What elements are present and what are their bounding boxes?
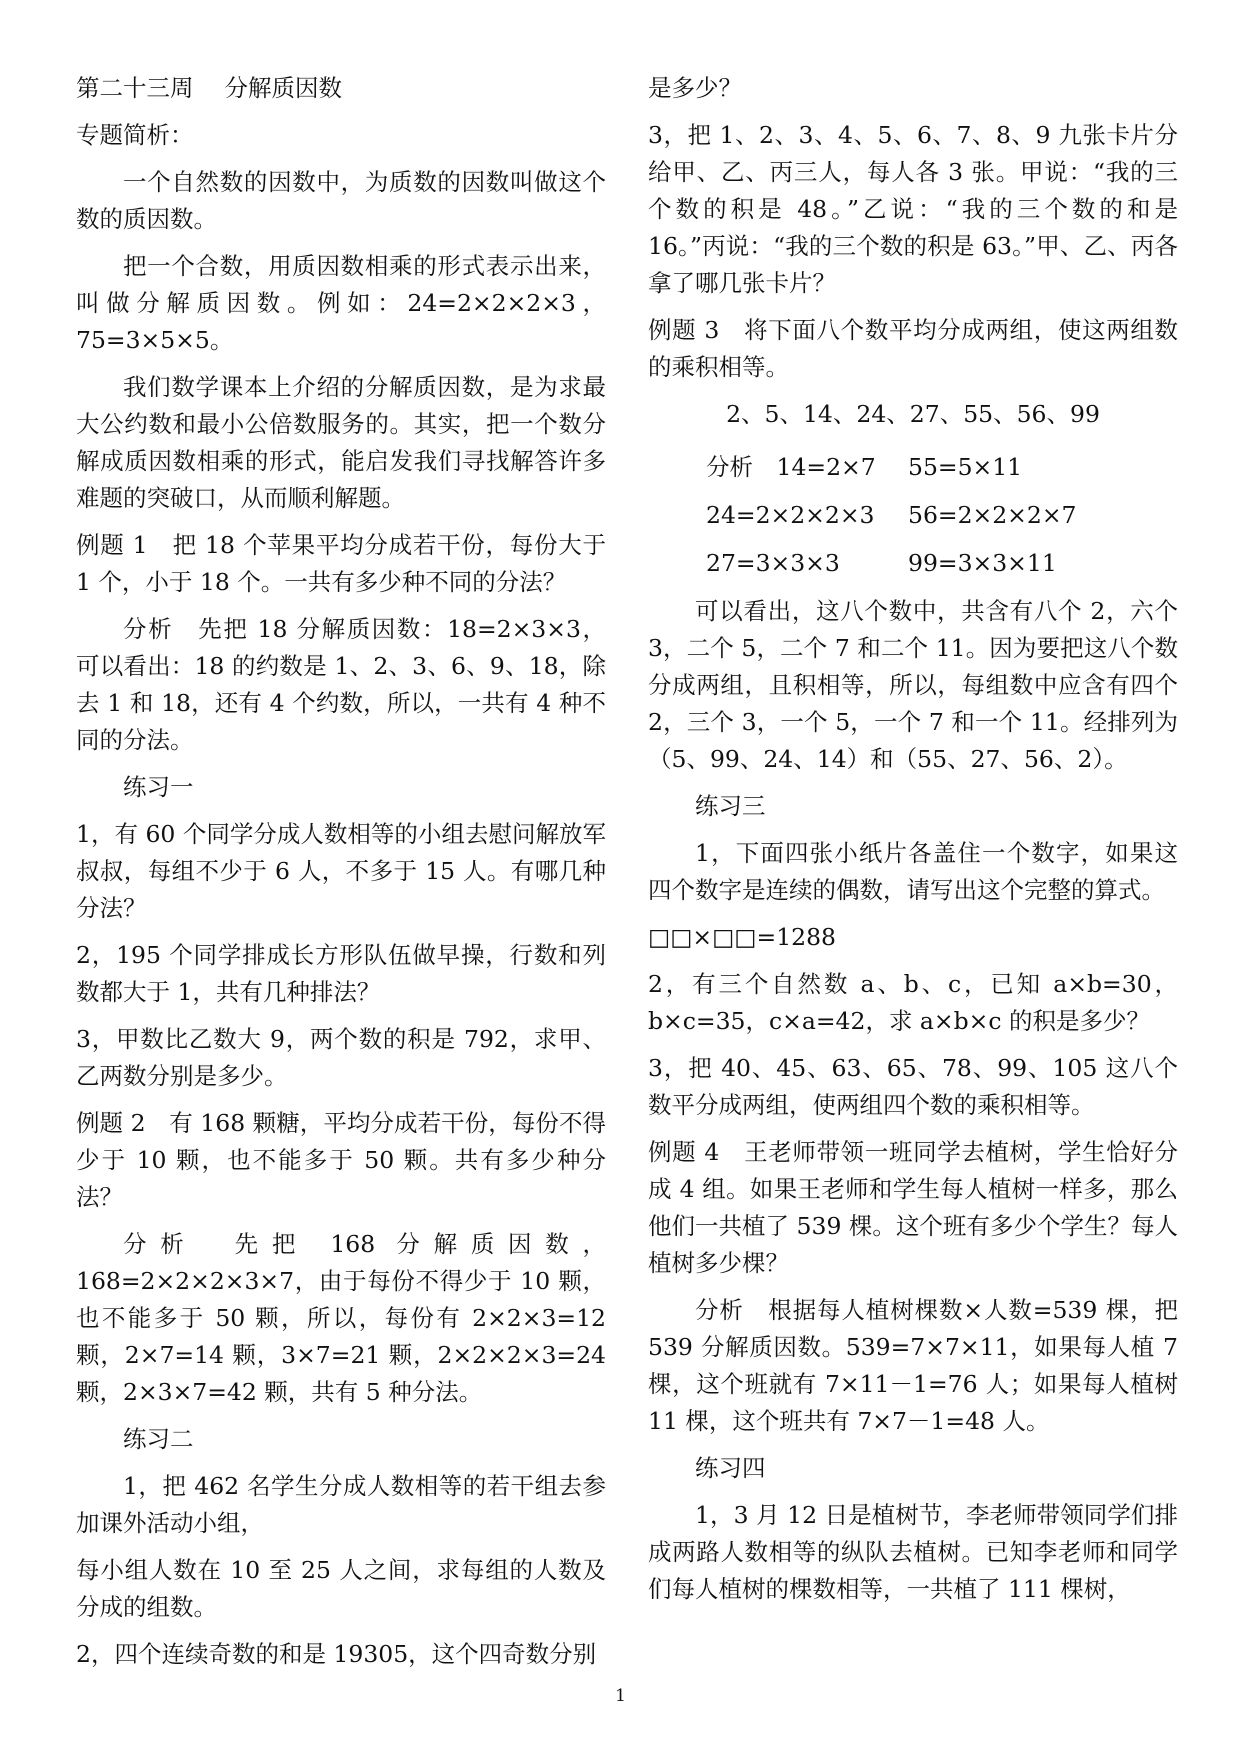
factor-cell: 分析 14=2×7 <box>706 453 876 481</box>
example-1-analysis: 分析 先把 18 分解质因数：18=2×3×3，可以看出：18 的约数是 1、2、3、6、9、18，除去 1 和 18，还有 4 个约数，所以，一共有 4 种不同的分法。 <box>76 615 606 754</box>
practice-2-item-1a: 1，把 462 名学生分成人数相等的若干组去参加课外活动小组， <box>76 1472 606 1537</box>
practice-2-item-2: 2，四个连续奇数的和是 19305，这个四奇数分别 <box>76 1640 597 1668</box>
factor-cell: 55=5×11 <box>908 453 1023 481</box>
page-title: 第二十三周 分解质因数 <box>76 74 342 102</box>
practice-2-title: 练习二 <box>123 1425 194 1453</box>
continued-text: 是多少？ <box>648 74 742 102</box>
intro-paragraph-1: 一个自然数的因数中，为质数的因数叫做这个数的质因数。 <box>76 168 606 233</box>
practice-1-item-3: 3，甲数比乙数大 9，两个数的积是 792，求甲、乙两数分别是多少。 <box>76 1025 606 1090</box>
example-4-analysis: 分析 根据每人植树棵数×人数=539 棵，把 539 分解质因数。539=7×7×11，如果每人植 7 棵，这个班就有 7×11－1=76 人；如果每人植树 11 棵，这个班共有 7×7－1=48 人。 <box>648 1296 1178 1435</box>
example-3-factor-grid <box>648 443 1178 587</box>
example-3-numbers: 2、5、14、24、27、55、56、99 <box>726 400 1100 428</box>
example-3-conclusion: 可以看出，这八个数中，共含有八个 2，六个 3，二个 5，二个 7 和二个 11。因为要把这八个数分成两组，且积相等，所以，每组数中应含有四个 2，三个 3，一个 5，一个 7 和一个 11。经排列为（5、99、24、14）和（55、27、56、2）。 <box>648 597 1178 773</box>
example-4: 例题 4 王老师带领一班同学去植树，学生恰好分成 4 组。如果王老师和学生每人植树一样多，那么他们一共植了 539 棵。这个班有多少个学生？每人植树多少棵？ <box>648 1138 1178 1277</box>
practice-2-item-3: 3，把 1、2、3、4、5、6、7、8、9 九张卡片分给甲、乙、丙三人，每人各 3 张。甲说：“我的三个数的积是 48。”乙说：“我的三个数的和是 16。”丙说：“我的三个数的积是 63。”甲、乙、丙各拿了哪几张卡片？ <box>648 121 1178 297</box>
factor-cell: 56=2×2×2×7 <box>908 501 1077 529</box>
example-1: 例题 1 把 18 个苹果平均分成若干份，每份大于 1 个，小于 18 个。一共有多少种不同的分法？ <box>76 531 606 596</box>
practice-1-item-2: 2，195 个同学排成长方形队伍做早操，行数和列数都大于 1，共有几种排法？ <box>76 941 606 1006</box>
page-number: 1 <box>615 1686 626 1706</box>
example-2: 例题 2 有 168 颗糖，平均分成若干份，每份不得少于 10 颗，也不能多于 50 颗。共有多少种分法？ <box>76 1109 606 1211</box>
intro-label: 专题简析： <box>76 121 194 149</box>
factor-cell: 99=3×3×11 <box>908 549 1057 577</box>
example-2-analysis: 分析 先把 168 分解质因数，168=2×2×2×3×7，由于每份不得少于 10 颗，也不能多于 50 颗，所以，每份有 2×2×3=12 颗，2×7=14 颗，3×7=21 颗，2×2×2×3=24 颗，2×3×7=42 颗，共有 5 种分法。 <box>76 1230 606 1406</box>
factor-cell: 27=3×3×3 <box>706 549 840 577</box>
intro-paragraph-3: 我们数学课本上介绍的分解质因数，是为求最大公约数和最小公倍数服务的。其实，把一个数分解成质因数相乘的形式，能启发我们寻找解答许多难题的突破口，从而顺利解题。 <box>76 373 606 512</box>
right-column <box>648 70 1178 1618</box>
factor-cell: 24=2×2×2×3 <box>706 501 875 529</box>
practice-4-title: 练习四 <box>695 1454 766 1482</box>
practice-4-item-1: 1，3 月 12 日是植树节，李老师带领同学们排成两路人数相等的纵队去植树。已知李老师和同学们每人植树的棵数相等，一共植了 111 棵树， <box>648 1501 1178 1603</box>
example-3: 例题 3 将下面八个数平均分成两组，使这两组数的乘积相等。 <box>648 316 1178 381</box>
practice-1-title: 练习一 <box>123 773 194 801</box>
practice-3-item-1: 1，下面四张小纸片各盖住一个数字，如果这四个数字是连续的偶数，请写出这个完整的算式。 <box>648 839 1178 904</box>
practice-1-item-1: 1，有 60 个同学分成人数相等的小组去慰问解放军叔叔，每组不少于 6 人，不多于 15 人。有哪几种分法？ <box>76 820 606 922</box>
practice-2-item-1b: 每小组人数在 10 至 25 人之间，求每组的人数及分成的组数。 <box>76 1556 606 1621</box>
practice-3-equation: □□×□□=1288 <box>648 923 836 951</box>
practice-3-title: 练习三 <box>695 792 766 820</box>
intro-paragraph-2: 把一个合数，用质因数相乘的形式表示出来，叫做分解质因数。例如：24=2×2×2×3，75=3×5×5。 <box>76 252 606 354</box>
practice-3-item-2: 2，有三个自然数 a、b、c，已知 a×b=30，b×c=35，c×a=42，求 a×b×c 的积是多少？ <box>648 970 1178 1035</box>
left-column <box>76 70 606 1683</box>
practice-3-item-3: 3，把 40、45、63、65、78、99、105 这八个数平分成两组，使两组四个数的乘积相等。 <box>648 1054 1178 1119</box>
